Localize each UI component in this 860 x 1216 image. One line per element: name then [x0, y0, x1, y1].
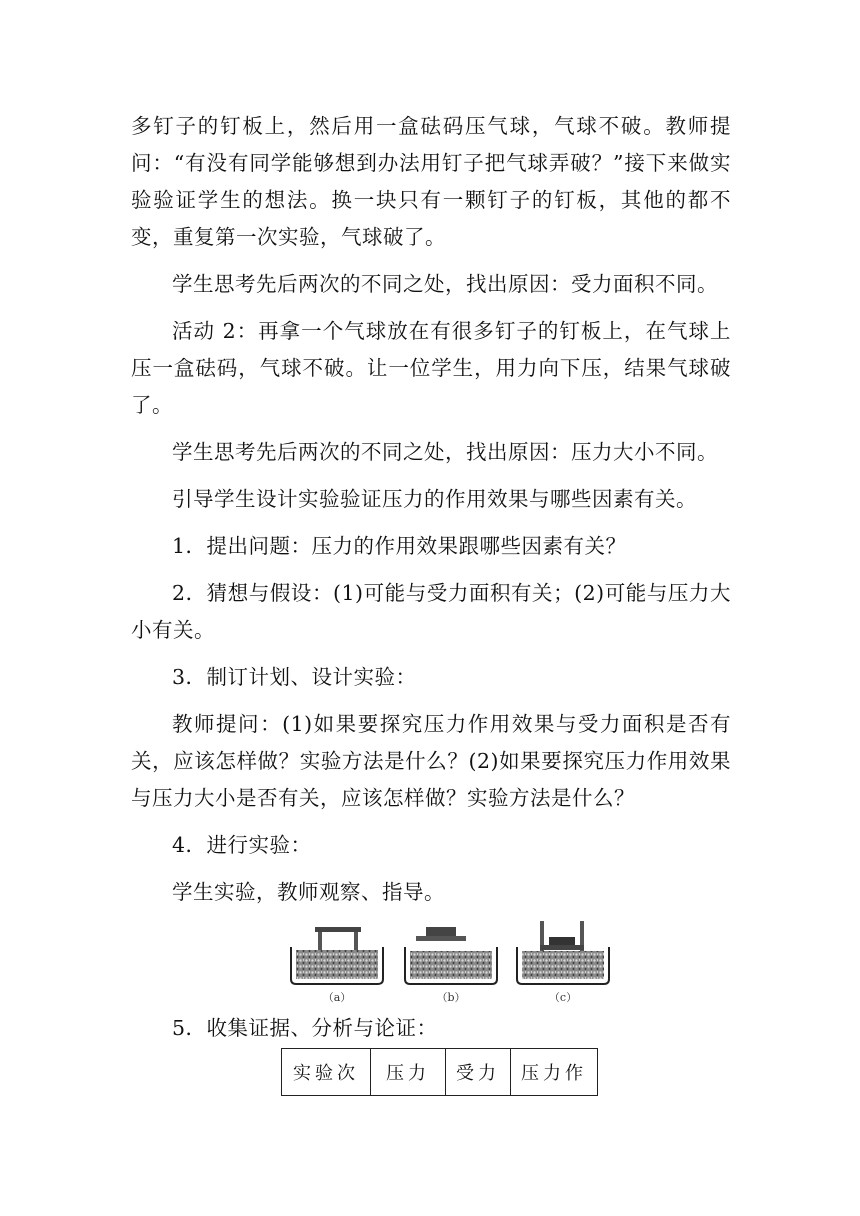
- figure-label-b: （b）: [436, 991, 466, 1004]
- table-header-cell: 受力: [446, 1049, 511, 1096]
- figure-label-c: （c）: [548, 991, 578, 1004]
- experiment-diagram: [287, 917, 617, 1007]
- paragraph-3: 活动 2：再拿一个气球放在有很多钉子的钉板上，在气球上压一盒砝码，气球不破。让一位学生，用力向下压，结果气球破了。: [131, 319, 731, 417]
- figure-b: [405, 927, 497, 984]
- paragraph-6: 1．提出问题：压力的作用效果跟哪些因素有关？: [172, 534, 627, 558]
- results-table: [281, 1048, 598, 1096]
- paragraph-8: 3．制订计划、设计实验：: [172, 665, 417, 689]
- figure-a: [291, 927, 383, 984]
- paragraph-1: 多钉子的钉板上，然后用一盒砝码压气球，气球不破。教师提问：“有没有同学能够想到办法用钉子把气球弄破？”接下来做实验验证学生的想法。换一块只有一颗钉子的钉板，其他的都不变，重复第一次实验，气球破了。: [131, 114, 731, 249]
- table-header-row: [282, 1049, 598, 1096]
- section-5-heading: 5．收集证据、分析与论证：: [172, 1016, 438, 1040]
- table-header-cell: 实验次: [282, 1049, 371, 1096]
- paragraph-5: 引导学生设计实验验证压力的作用效果与哪些因素有关。: [172, 487, 697, 511]
- paragraph-11: 学生实验，教师观察、指导。: [172, 880, 445, 904]
- figure-c: [517, 921, 609, 984]
- document-body: [131, 108, 731, 911]
- paragraph-2: 学生思考先后两次的不同之处，找出原因：受力面积不同。: [172, 272, 718, 296]
- paragraph-4: 学生思考先后两次的不同之处，找出原因：压力大小不同。: [172, 440, 718, 464]
- paragraph-9: 教师提问：(1)如果要探究压力作用效果与受力面积是否有关，应该怎样做？实验方法是什么？(2)如果要探究压力作用效果与压力大小是否有关，应该怎样做？实验方法是什么？: [131, 712, 731, 810]
- table-header-cell: 压力: [371, 1049, 446, 1096]
- table-header-cell: 压力作: [511, 1049, 598, 1096]
- figure-label-a: （a）: [322, 991, 352, 1004]
- paragraph-10: 4．进行实验：: [172, 833, 312, 857]
- paragraph-7: 2．猜想与假设：(1)可能与受力面积有关；(2)可能与压力大小有关。: [131, 581, 731, 642]
- experiment-figure: [287, 917, 617, 1007]
